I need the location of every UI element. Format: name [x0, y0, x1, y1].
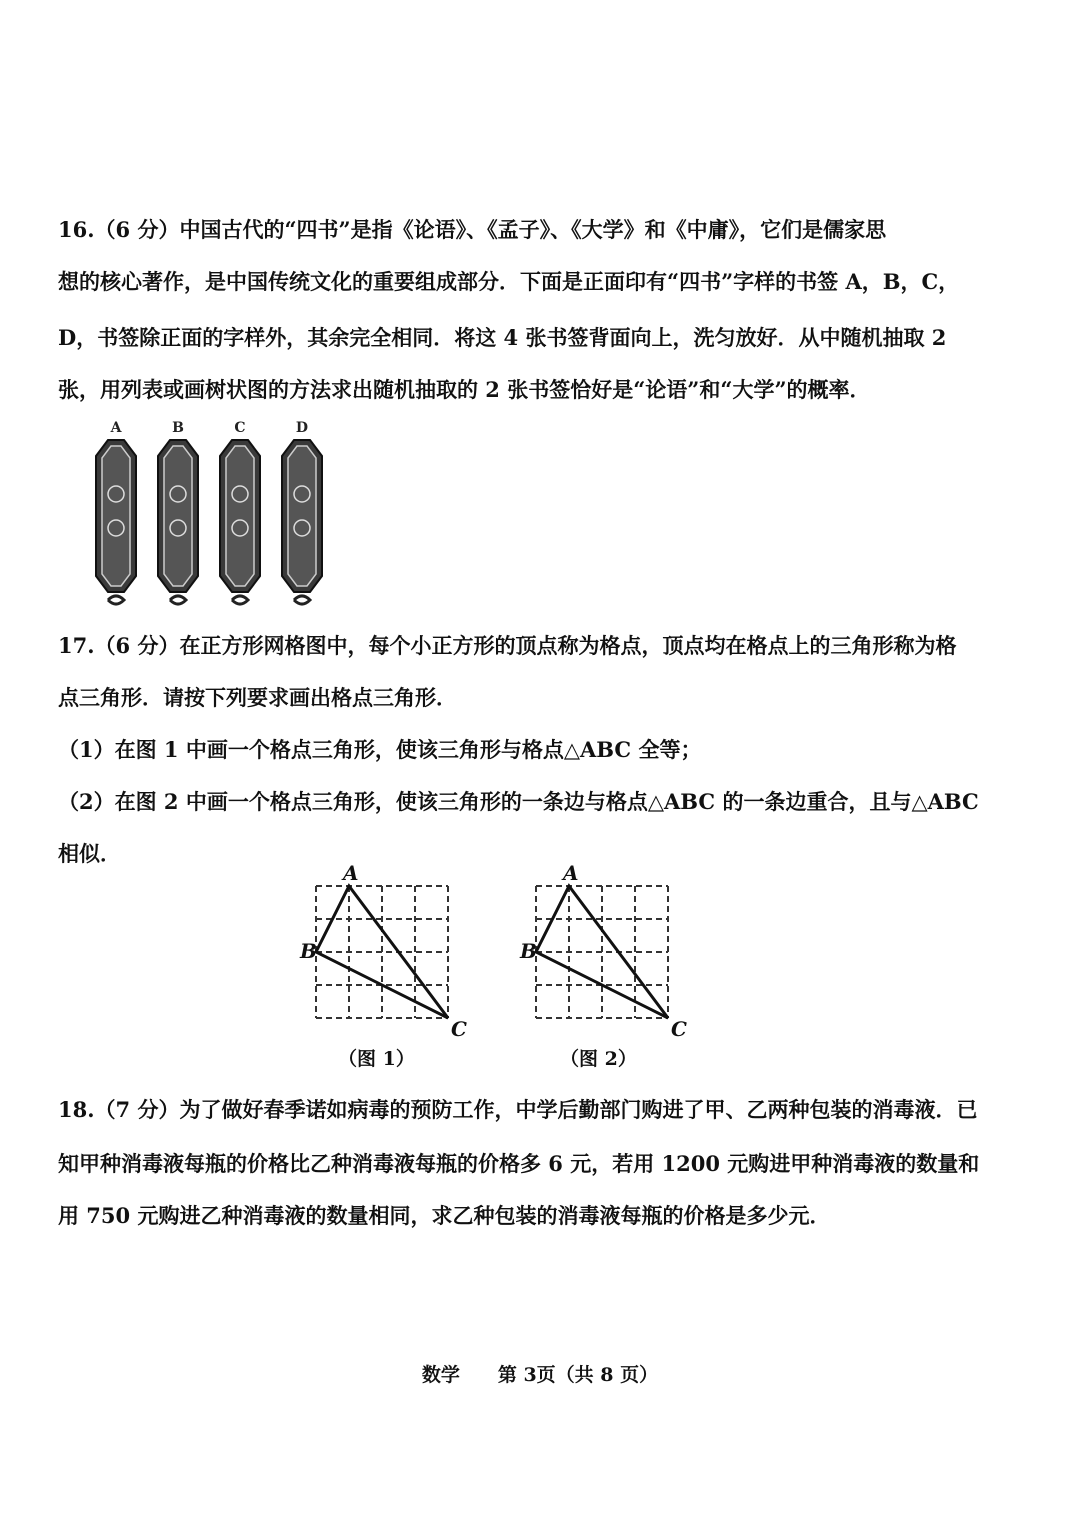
- q17-line-1: 17.（6 分）在正方形网格图中，每个小正方形的顶点称为格点，顶点均在格点上的三角形称为格: [58, 633, 957, 658]
- fig1-caption: （图 1）: [338, 1048, 415, 1070]
- q16-line-4: 张，用列表或画树状图的方法求出随机抽取的 2 张书签恰好是“论语”和“大学”的概率．: [58, 377, 871, 402]
- fig1-label-b: B: [300, 939, 317, 963]
- q18-line-3: 用 750 元购进乙种消毒液的数量相同，求乙种包装的消毒液每瓶的价格是多少元．: [58, 1203, 831, 1228]
- bookmark-d: [282, 420, 322, 604]
- fig2-label-b: B: [520, 939, 537, 963]
- bookmark-a: [96, 420, 136, 604]
- fig1-label-a: A: [343, 861, 359, 885]
- q18-line-1: 18.（7 分）为了做好春季诺如病毒的预防工作，中学后勤部门购进了甲、乙两种包装的消毒液．已: [58, 1097, 978, 1122]
- page-footer: 数学 第 3页（共 8 页）: [421, 1364, 659, 1386]
- bookmark-label-d: D: [295, 420, 309, 436]
- grid-figure-1: [296, 856, 486, 1040]
- fig1-label-c: C: [451, 1017, 467, 1040]
- bookmarks-figure: [86, 416, 336, 612]
- q17-part-1: （1）在图 1 中画一个格点三角形，使该三角形与格点△ABC 全等；: [58, 737, 702, 762]
- bookmark-label-a: A: [110, 420, 122, 436]
- q17-line-2: 点三角形．请按下列要求画出格点三角形．: [58, 685, 457, 710]
- bookmark-b: [158, 420, 198, 604]
- q17-line-5: 相似．: [58, 841, 121, 866]
- bookmark-label-c: C: [234, 420, 246, 436]
- q16-line-3: D，书签除正面的字样外，其余完全相同．将这 4 张书签背面向上，洗匀放好．从中随机抽取 2: [58, 325, 947, 350]
- q16-line-1: 16.（6 分）中国古代的“四书”是指《论语》、《孟子》、《大学》和《中庸》，它们是儒家思: [58, 217, 887, 242]
- fig2-caption: （图 2）: [560, 1048, 637, 1070]
- fig2-label-a: A: [563, 861, 579, 885]
- q18-line-2: 知甲种消毒液每瓶的价格比乙种消毒液每瓶的价格多 6 元，若用 1200 元购进甲种消毒液的数量和: [58, 1151, 980, 1176]
- bookmark-c: [220, 420, 260, 604]
- grid-figure-2: [516, 856, 706, 1040]
- q17-part-2: （2）在图 2 中画一个格点三角形，使该三角形的一条边与格点△ABC 的一条边重合，且与△ABC: [58, 789, 979, 814]
- q16-line-2: 想的核心著作，是中国传统文化的重要组成部分．下面是正面印有“四书”字样的书签 A，B，C，: [58, 269, 960, 294]
- bookmark-label-b: B: [172, 420, 184, 436]
- fig2-label-c: C: [671, 1017, 687, 1040]
